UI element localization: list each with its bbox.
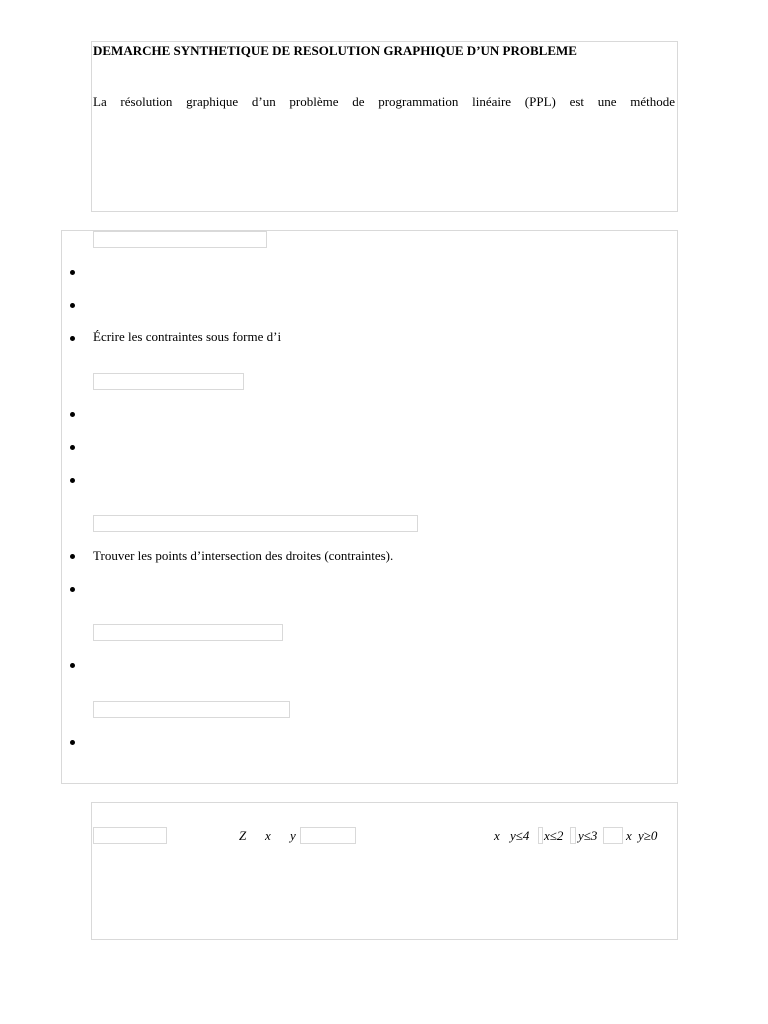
list-bullet	[70, 478, 75, 483]
placeholder-field	[538, 827, 543, 844]
list-item: Écrire les contraintes sous forme d’i	[93, 329, 282, 344]
placeholder-field	[93, 373, 244, 390]
constraint-4: y≥0	[638, 828, 658, 843]
placeholder-field	[300, 827, 356, 844]
placeholder-field	[93, 515, 418, 532]
placeholder-field	[570, 827, 576, 844]
list-bullet	[70, 336, 75, 341]
constraint-3: y≤3	[578, 828, 598, 843]
example-section-box	[91, 802, 678, 940]
constraint-2: x≤2	[544, 828, 564, 843]
constraint-1-x: x	[494, 828, 500, 843]
placeholder-field	[93, 701, 290, 718]
placeholder-field	[93, 827, 167, 844]
list-bullet	[70, 740, 75, 745]
intro-paragraph: La résolution graphique d’un problème de programmation linéaire (PPL) est une méthode	[93, 94, 675, 109]
list-bullet	[70, 554, 75, 559]
list-bullet	[70, 270, 75, 275]
constraint-4-x: x	[626, 828, 632, 843]
list-bullet	[70, 587, 75, 592]
list-bullet	[70, 303, 75, 308]
objective-z: Z	[239, 828, 247, 843]
objective-x: x	[265, 828, 271, 843]
title-section-box	[91, 41, 678, 212]
constraint-1: y≤4	[510, 828, 530, 843]
list-item: Trouver les points d’intersection des droites (contraintes).	[93, 548, 394, 563]
document-title: DEMARCHE SYNTHETIQUE DE RESOLUTION GRAPHIQUE D’UN PROBLEME	[93, 43, 577, 58]
objective-y: y	[290, 828, 296, 843]
placeholder-field	[93, 231, 267, 248]
list-bullet	[70, 412, 75, 417]
list-bullet	[70, 663, 75, 668]
list-bullet	[70, 445, 75, 450]
placeholder-field	[603, 827, 623, 844]
placeholder-field	[93, 624, 283, 641]
